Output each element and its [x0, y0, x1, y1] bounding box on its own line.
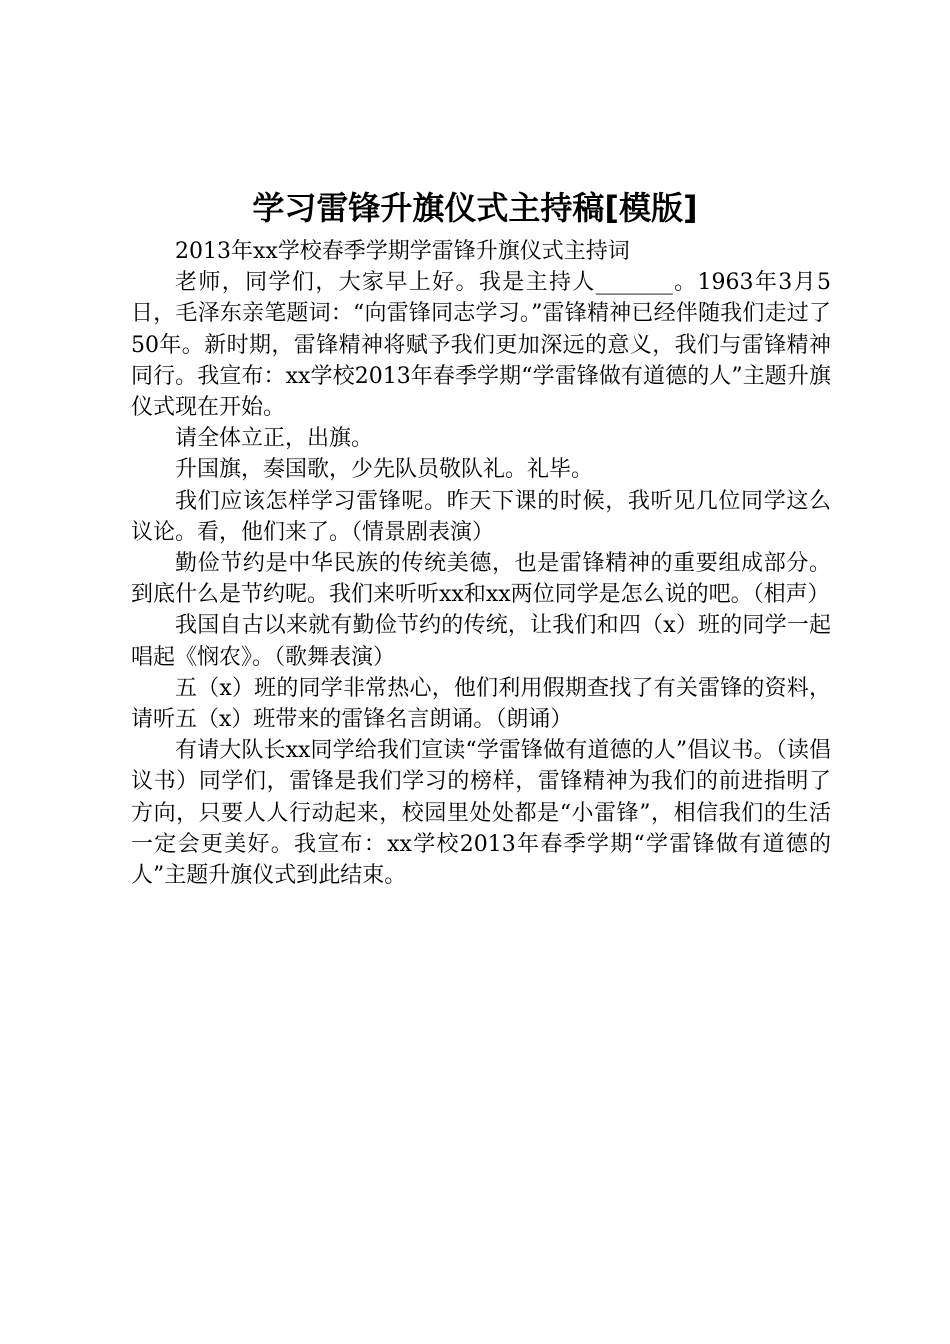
- paragraph-recitation: 五（x）班的同学非常热心，他们利用假期查找了有关雷锋的资料，请听五（x）班带来的雷锋名言朗诵。（朗诵）: [131, 675, 831, 733]
- paragraph-flag-out: 请全体立正，出旗。: [175, 426, 374, 452]
- paragraph-anthem: 升国旗，奏国歌，少先队员敬队礼。礼毕。: [175, 457, 594, 483]
- document-title: 学习雷锋升旗仪式主持稿[模版]: [252, 189, 698, 227]
- paragraph-opening: 老师，同学们，大家早上好。我是主持人_______。1963年3月5日，毛泽东亲笔题词：“向雷锋同志学习。”雷锋精神已经伴随我们走过了50年。新时期，雷锋精神将赋予我们更加深远的意义，我们与雷锋精神同行。我宣布：xx学校2013年春季学期“学雷锋做有道德的人”主题升旗仪式现在开始。: [131, 270, 831, 421]
- paragraph-heading-line: 2013年xx学校春季学期学雷锋升旗仪式主持词: [175, 239, 630, 264]
- paragraph-closing: 有请大队长xx同学给我们宣读“学雷锋做有道德的人”倡议书。（读倡议书）同学们，雷锋是我们学习的榜样，雷锋精神为我们的前进指明了方向，只要人人行动起来，校园里处处都是“小雷锋”，相信我们的生活一定会更美好。我宣布：xx学校2013年春季学期“学雷锋做有道德的人”主题升旗仪式到此结束。: [131, 738, 831, 889]
- document-body: [131, 236, 831, 891]
- paragraph-crosstalk: 勤俭节约是中华民族的传统美德，也是雷锋精神的重要组成部分。到底什么是节约呢。我们来听听xx和xx两位同学是怎么说的吧。（相声）: [131, 551, 831, 608]
- paragraph-skit: 我们应该怎样学习雷锋呢。昨天下课的时候，我听见几位同学这么议论。看，他们来了。（情景剧表演）: [131, 488, 831, 545]
- paragraph-song: 我国自古以来就有勤俭节约的传统，让我们和四（x）班的同学一起唱起《悯农》。（歌舞表演）: [131, 613, 831, 670]
